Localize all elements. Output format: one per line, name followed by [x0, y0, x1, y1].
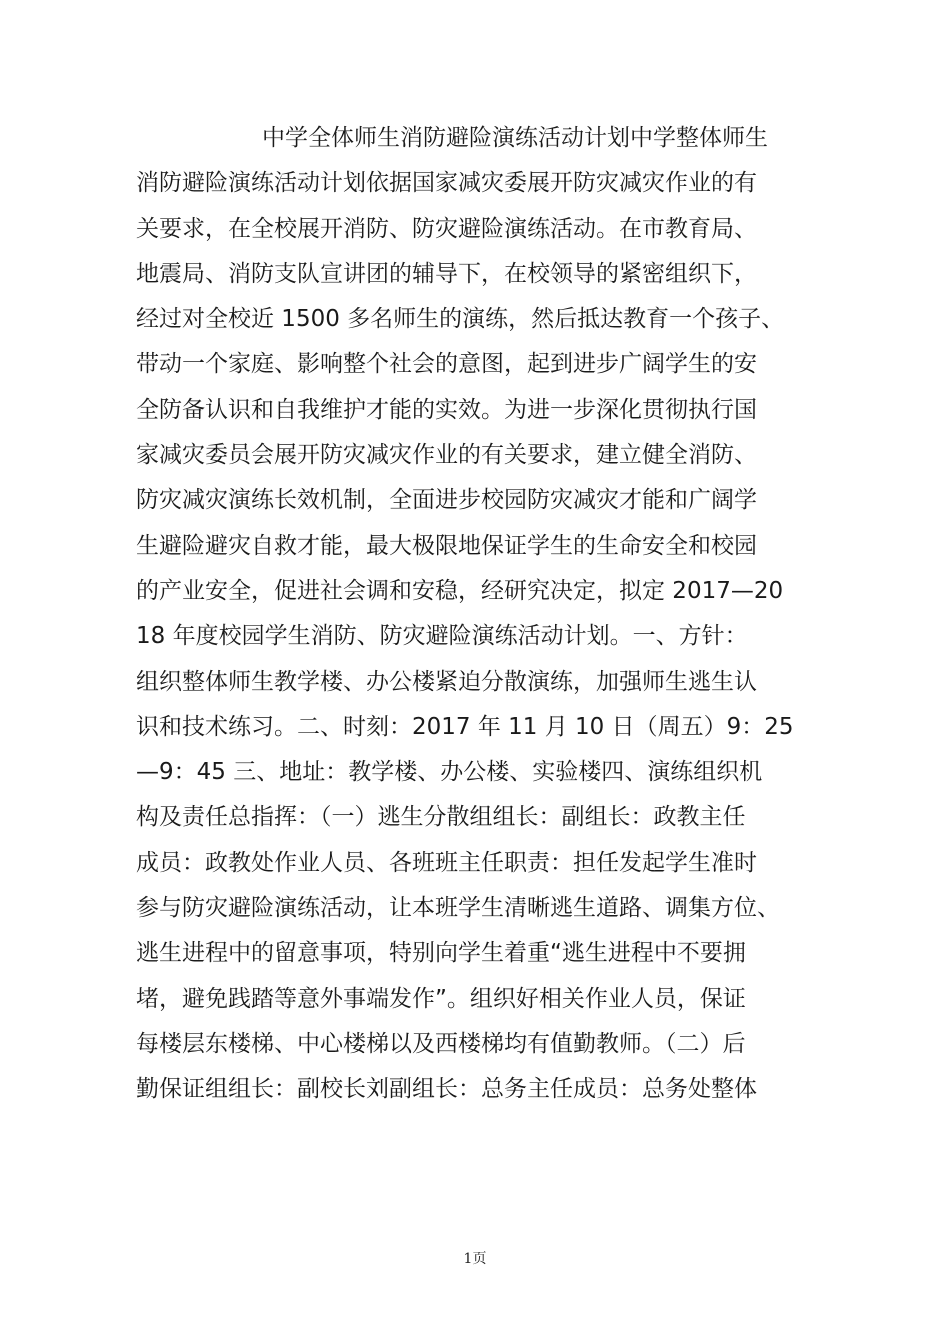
- paragraph-line: 成员：政教处作业人员、各班班主任职责：担任发起学生准时: [136, 849, 757, 876]
- paragraph-line: 消防避险演练活动计划依据国家减灾委展开防灾减灾作业的有: [136, 170, 757, 197]
- body-paragraph: [136, 116, 836, 1113]
- paragraph-line: 勤保证组组长：副校长刘副组长：总务主任成员：总务处整体: [136, 1076, 757, 1103]
- paragraph-line: 逃生进程中的留意事项，特别向学生着重“逃生进程中不要拥: [136, 940, 746, 967]
- paragraph-line: 构及责任总指挥：（一）逃生分散组组长：副组长：政教主任: [136, 804, 746, 831]
- paragraph-line: 全防备认识和自我维护才能的实效。为进一步深化贯彻执行国: [136, 396, 757, 423]
- paragraph-line: 参与防灾避险演练活动，让本班学生清晰逃生道路、调集方位、: [136, 895, 780, 922]
- paragraph-line: 中学全体师生消防避险演练活动计划中学整体师生: [262, 125, 768, 151]
- paragraph-line: 带动一个家庭、影响整个社会的意图，起到进步广阔学生的安: [136, 351, 757, 378]
- paragraph-line: 识和技术练习。二、时刻：2017 年 11 月 10 日（周五）9：25: [136, 713, 794, 740]
- paragraph-line: —9：45 三、地址：教学楼、办公楼、实验楼四、演练组织机: [136, 759, 763, 786]
- paragraph-line: 地震局、消防支队宣讲团的辅导下，在校领导的紧密组织下，: [136, 260, 757, 287]
- paragraph-line: 关要求，在全校展开消防、防灾避险演练活动。在市教育局、: [136, 215, 757, 242]
- paragraph-line: 每楼层东楼梯、中心楼梯以及西楼梯均有值勤教师。（二）后: [136, 1030, 746, 1057]
- paragraph-line: 生避险避灾自救才能，最大极限地保证学生的生命安全和校园: [136, 532, 757, 559]
- paragraph-line: 组织整体师生教学楼、办公楼紧迫分散演练，加强师生逃生认: [136, 668, 757, 695]
- page-number: 1页: [463, 1251, 487, 1267]
- paragraph-line: 18 年度校园学生消防、防灾避险演练活动计划。一、方针：: [136, 623, 748, 650]
- paragraph-line: 堵，避免践踏等意外事端发作”。组织好相关作业人员，保证: [136, 985, 746, 1012]
- paragraph-line: 家减灾委员会展开防灾减灾作业的有关要求，建立健全消防、: [136, 442, 757, 469]
- paragraph-line: 经过对全校近 1500 多名师生的演练，然后抵达教育一个孩子、: [136, 306, 785, 333]
- paragraph-line: 防灾减灾演练长效机制，全面进步校园防灾减灾才能和广阔学: [136, 487, 757, 514]
- paragraph-line: 的产业安全，促进社会调和安稳，经研究决定，拟定 2017—20: [136, 577, 784, 604]
